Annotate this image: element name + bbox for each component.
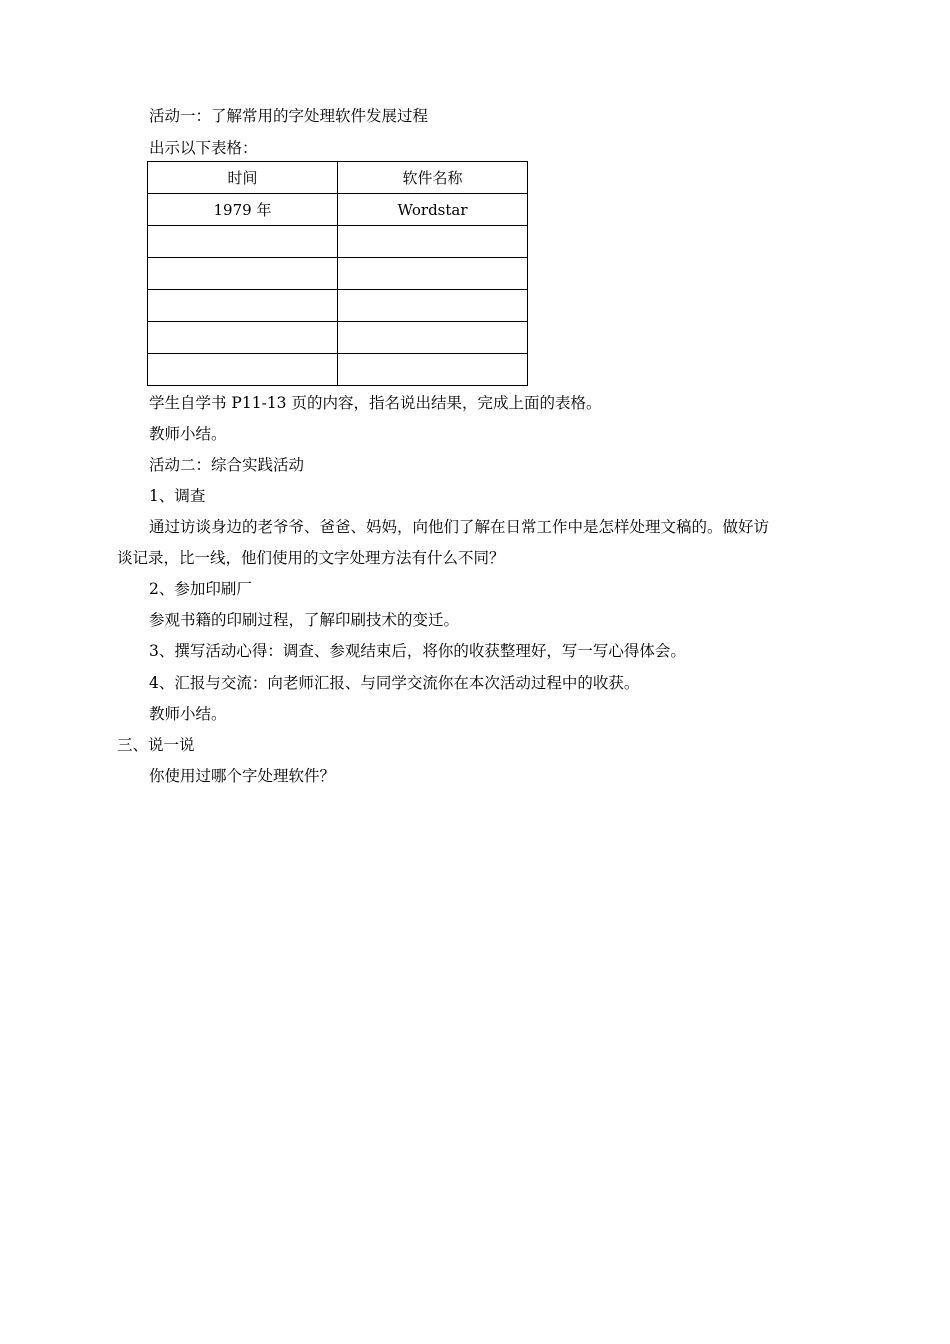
software-history-table <box>147 161 528 386</box>
self-study-instruction: 学生自学书 P11-13 页的内容，指名说出结果，完成上面的表格。 <box>149 394 602 412</box>
teacher-summary: 教师小结。 <box>149 425 227 443</box>
table-cell-time <box>148 290 338 322</box>
table-header-software-name: 软件名称 <box>338 162 528 194</box>
table-cell-software: Wordstar <box>338 194 528 226</box>
table-cell-software <box>338 226 528 258</box>
table-cell-software <box>338 322 528 354</box>
show-table-instruction: 出示以下表格： <box>149 139 258 157</box>
table-cell-time <box>148 322 338 354</box>
table-cell-time: 1979 年 <box>148 194 338 226</box>
section3-title: 三、说一说 <box>117 736 195 754</box>
item1-title: 1、调查 <box>149 487 206 505</box>
table-cell-software <box>338 258 528 290</box>
item2-text: 参观书籍的印刷过程，了解印刷技术的变迁。 <box>149 611 460 629</box>
teacher-summary: 教师小结。 <box>149 705 227 723</box>
table-cell-time <box>148 354 338 386</box>
activity2-title: 活动二：综合实践活动 <box>149 456 305 474</box>
table-row <box>148 194 528 226</box>
table-row <box>148 290 528 322</box>
table-row <box>148 226 528 258</box>
table-cell-software <box>338 354 528 386</box>
activity1-title: 活动一：了解常用的字处理软件发展过程 <box>149 107 429 125</box>
table-cell-time <box>148 226 338 258</box>
item3-text: 3、撰写活动心得：调查、参观结束后，将你的收获整理好，写一写心得体会。 <box>149 642 686 660</box>
table-cell-software <box>338 290 528 322</box>
item1-text-line1: 通过访谈身边的老爷爷、爸爸、妈妈，向他们了解在日常工作中是怎样处理文稿的。做好访 <box>149 518 770 536</box>
table-row <box>148 354 528 386</box>
table-header-time: 时间 <box>148 162 338 194</box>
table-row <box>148 258 528 290</box>
item4-text: 4、汇报与交流：向老师汇报、与同学交流你在本次活动过程中的收获。 <box>149 674 640 692</box>
table-header-row <box>148 162 528 194</box>
item2-title: 2、参加印刷厂 <box>149 580 252 598</box>
item1-text-line2: 谈记录，比一线，他们使用的文字处理方法有什么不同？ <box>117 549 505 567</box>
table-cell-time <box>148 258 338 290</box>
table-row <box>148 322 528 354</box>
section3-question: 你使用过哪个字处理软件？ <box>149 767 336 785</box>
